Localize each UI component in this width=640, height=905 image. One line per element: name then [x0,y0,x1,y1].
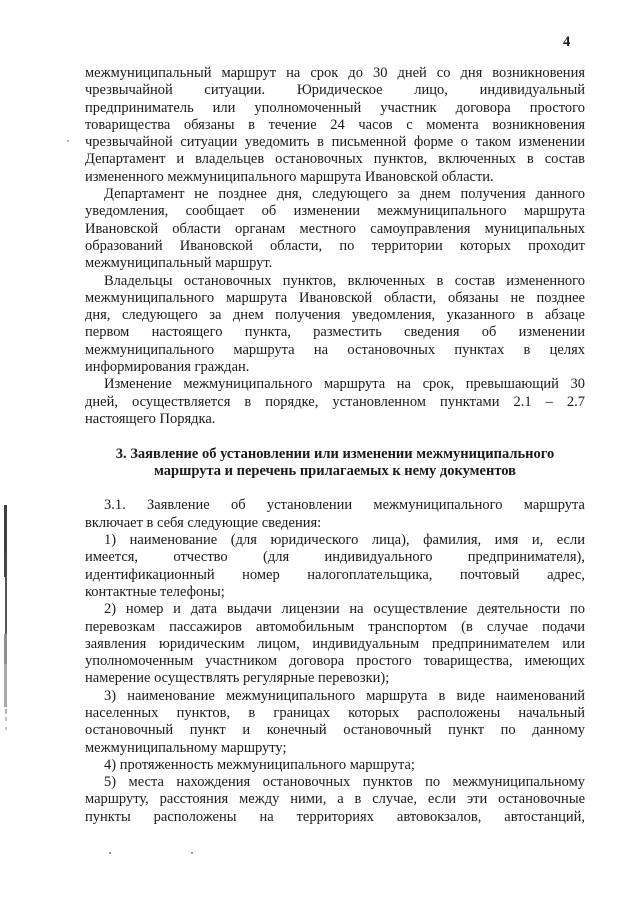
paragraph [85,273,585,377]
scan-speck [109,852,111,854]
text-line: населенных пунктов, в границах которых расположены начальный [85,704,585,721]
text-line: 3) наименование межмуниципального маршрута в виде наименований [104,687,585,704]
text-line: пункты расположены на территориях автовокзалов, автостанций, [85,808,585,825]
text-line: межмуниципального маршрута Ивановской области, обязаны не позднее [85,289,585,306]
paragraph [85,497,585,532]
text-line: межмуниципального маршрута на остановочных пунктах в целях [85,341,585,358]
text-line: 5) места нахождения остановочных пунктов по межмуниципальному [104,774,585,791]
text-line: межмуниципальный маршрут. [85,255,273,272]
text-line: чрезвычайной ситуации. Юридическое лицо, индивидуальный [85,82,585,99]
paragraph [85,688,585,757]
text-line: контактные телефоны; [85,583,225,600]
text-line: включает в себя следующие сведения: [85,514,322,531]
text-line: образований Ивановской области, по территории которых проходит [85,237,585,254]
text-line: чрезвычайной ситуации уведомить в письменной форме о таком изменении [85,134,585,151]
text-line: остановочный пункт и конечный остановочный пункт по данному [85,722,585,739]
text-line: межмуниципальному маршруту; [85,739,287,756]
text-line: перевозкам пассажиров автомобильным транспортом (в случае подачи [85,618,585,635]
text-line: Ивановской области органам местного самоуправления муниципальных [85,220,585,237]
paragraph [85,65,585,186]
text-line: предприниматель или уполномоченный участник договора простого [85,99,585,116]
text-body [85,65,585,826]
text-line: идентификационный номер налогоплательщика, почтовый адрес, [85,566,585,583]
scan-speck [191,852,193,854]
text-line: намерение осуществлять регулярные перевозки); [85,670,390,687]
paragraph [85,186,585,272]
paragraph [85,774,585,826]
text-line: измененного межмуниципального маршрута Ивановской области. [85,168,494,185]
text-line: уведомления, сообщает об изменении межмуниципального маршрута [85,203,585,220]
text-line: 3. Заявление об установлении или изменении межмуниципального [115,445,555,462]
text-line: имеется, отчество (для индивидуального предпринимателя), [85,549,585,566]
paragraph [85,757,585,774]
text-line: настоящего Порядка. [85,410,216,427]
scan-artifact-dash [5,717,7,721]
text-line: дней, осуществляется в порядке, установленном пунктами 2.1 – 2.7 [85,393,585,410]
text-line: информирования граждан. [85,359,250,376]
scan-artifact-line [5,577,7,634]
text-line: маршрута и перечень прилагаемых к нему документов [154,462,516,479]
scan-artifact-line [4,505,7,553]
scan-artifact-dash [5,727,7,730]
text-line: уполномоченным участником договора простого товарищества, имеющих [85,653,585,670]
scan-artifact-dash [5,709,7,714]
text-line: межмуниципальный маршрут на срок до 30 дней со дня возникновения [85,65,585,81]
text-line: Изменение межмуниципального маршрута на срок, превышающий 30 [104,376,585,393]
text-line: маршруту, расстояния между ними, а в случае, если эти остановочные [85,791,585,808]
paragraph [85,601,585,687]
text-line: Департамент и владельцев остановочных пунктов, включенных в состав [85,151,585,168]
scan-speck [67,140,69,142]
text-line: товарищества обязаны в течение 24 часов с момента возникновения [85,116,585,133]
scan-artifact-line [4,553,7,577]
text-line: Владельцы остановочных пунктов, включенных в состав измененного [104,272,585,289]
scan-artifact-line [4,664,7,707]
text-line: заявления юридическим лицом, индивидуальным предпринимателем или [85,635,585,652]
paragraph [85,376,585,428]
text-line: 1) наименование (для юридического лица), фамилия, имя и, если [104,532,585,549]
text-line: Департамент не позднее дня, следующего за днем получения данного [104,186,585,203]
text-line: дня, следующего за днем получения уведомления, указанного в абзаце [85,307,585,324]
section-heading [85,446,585,481]
paragraph [85,532,585,601]
page-number: 4 [563,34,571,50]
text-line: первом настоящего пункта, разместить сведения об изменении [85,324,585,341]
text-line: 4) протяженность межмуниципального маршрута; [104,756,415,773]
scan-artifact-line [4,634,7,664]
text-line: 3.1. Заявление об установлении межмуниципального маршрута [104,497,585,514]
text-line: 2) номер и дата выдачи лицензии на осуществление деятельности по [104,601,585,618]
